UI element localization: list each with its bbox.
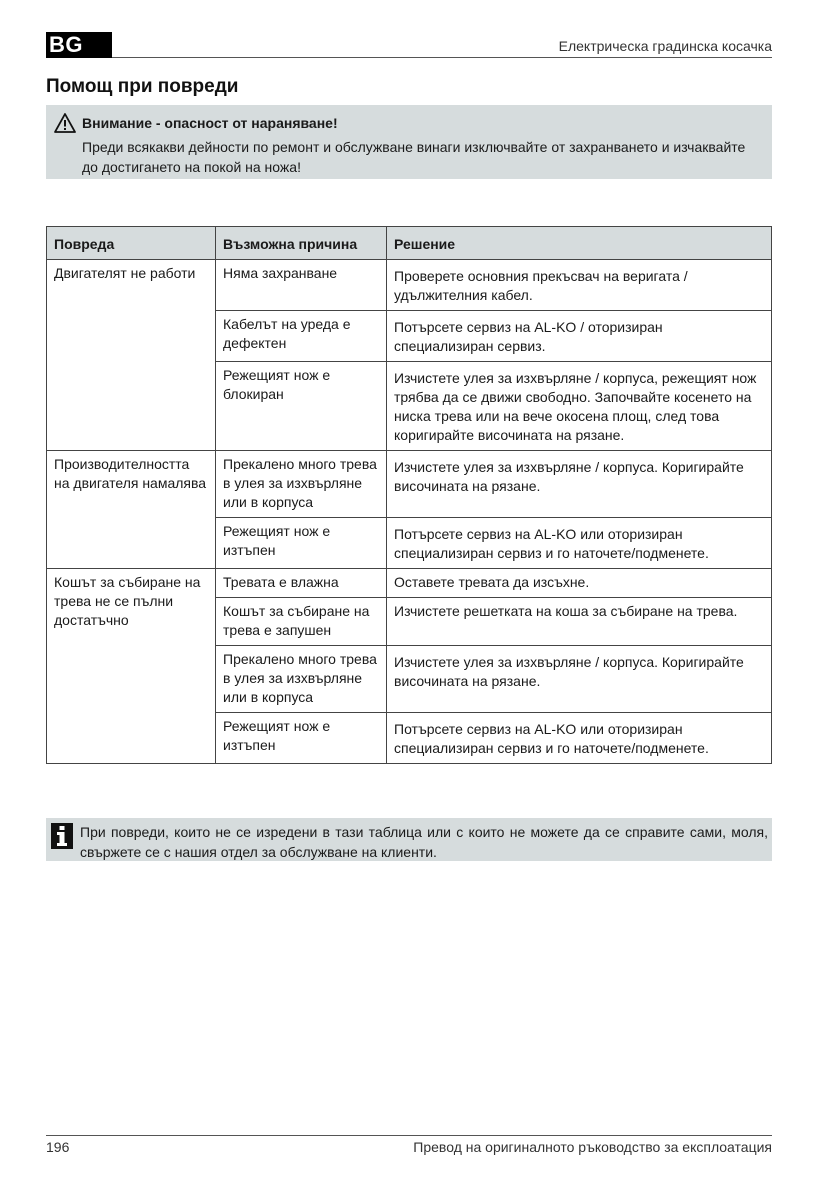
cause-cell: Режещият нож е изтъпен <box>216 518 387 569</box>
column-header-fault: Повреда <box>47 227 216 260</box>
cause-cell: Режещият нож е блокиран <box>216 362 387 451</box>
table-row <box>47 451 772 518</box>
fault-cell: Производителността на двигателя намалява <box>47 451 216 569</box>
info-note <box>46 818 772 861</box>
column-header-cause: Възможна причина <box>216 227 387 260</box>
warning-box <box>46 105 772 179</box>
warning-triangle-icon <box>54 113 76 138</box>
table-header-row <box>47 227 772 260</box>
cause-cell: Кабелът на уреда е дефектен <box>216 311 387 362</box>
column-header-remedy: Решение <box>387 227 772 260</box>
remedy-cell: Изчистете улея за изхвърляне / корпуса, режещият нож трябва да се движи свободно. Започвайте косенето на ниска трева или на вече окосена площ, след това коригирайте височината на рязане. <box>387 362 772 451</box>
fault-cell: Кошът за събиране на трева не се пълни достатъчно <box>47 569 216 764</box>
cause-cell: Кошът за събиране на трева е запушен <box>216 598 387 646</box>
cause-cell: Прекалено много трева в улея за изхвърляне или в корпуса <box>216 451 387 518</box>
document-title: Електрическа градинска косачка <box>558 38 772 54</box>
info-icon <box>51 823 73 849</box>
troubleshooting-table <box>46 226 772 764</box>
warning-heading: Внимание - опасност от нараняване! <box>82 115 338 131</box>
header-rule <box>112 57 772 58</box>
cause-cell: Прекалено много трева в улея за изхвърляне или в корпуса <box>216 646 387 713</box>
table-row <box>47 260 772 311</box>
remedy-cell: Изчистете улея за изхвърляне / корпуса. Коригирайте височината на рязане. <box>387 451 772 518</box>
language-badge: BG <box>46 32 112 58</box>
remedy-cell: Потърсете сервиз на AL-KO или оторизиран специализиран сервиз и го наточете/подменете. <box>387 518 772 569</box>
info-text: При повреди, които не се изредени в тази таблица или с които не можете да се справите сами, моля, свържете се с нашия отдел за обслужване на клиенти. <box>80 824 768 860</box>
remedy-cell: Потърсете сервиз на AL-KO / оторизиран специализиран сервиз. <box>387 311 772 362</box>
table-row <box>47 569 772 598</box>
remedy-cell: Изчистете решетката на коша за събиране на трева. <box>387 598 772 646</box>
section-title: Помощ при повреди <box>46 76 239 97</box>
remedy-cell: Оставете тревата да изсъхне. <box>387 569 772 598</box>
warning-text: Преди всякакви дейности по ремонт и обслужване винаги изключвайте от захранването и изчаквайте до достигането на покой на ножа! <box>82 139 746 175</box>
remedy-cell: Потърсете сервиз на AL-KO или оторизиран специализиран сервиз и го наточете/подменете. <box>387 713 772 764</box>
page-number: 196 <box>46 1139 70 1155</box>
footer-text: Превод на оригиналното ръководство за експлоатация <box>413 1139 772 1155</box>
remedy-cell: Изчистете улея за изхвърляне / корпуса. Коригирайте височината на рязане. <box>387 646 772 713</box>
cause-cell: Тревата е влажна <box>216 569 387 598</box>
remedy-cell: Проверете основния прекъсвач на веригата / удължителния кабел. <box>387 260 772 311</box>
cause-cell: Режещият нож е изтъпен <box>216 713 387 764</box>
fault-cell: Двигателят не работи <box>47 260 216 451</box>
footer-rule <box>46 1135 772 1136</box>
cause-cell: Няма захранване <box>216 260 387 311</box>
